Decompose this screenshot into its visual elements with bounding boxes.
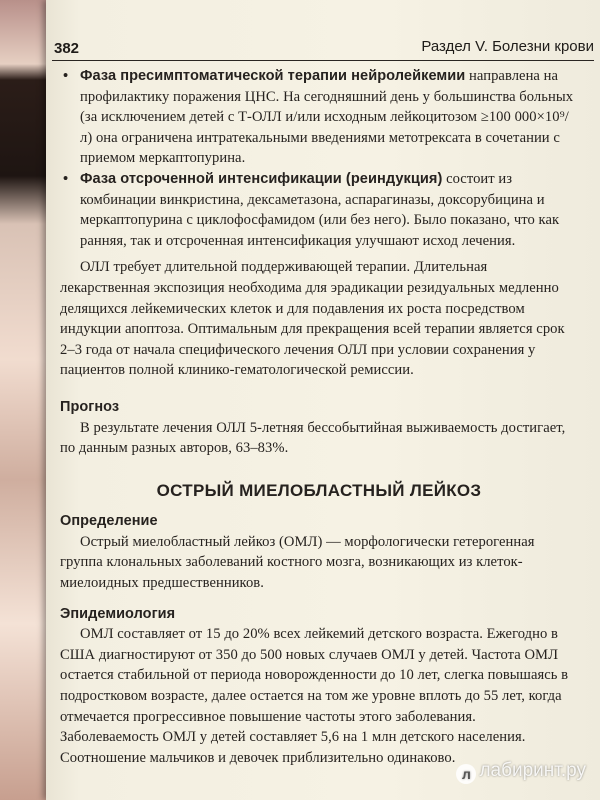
bullet-text: состоит из комбинации винкристина, дексаметазона, аспарагиназы, доксорубицина и меркаптопурина с циклофосфамидом (или без него). Было показано, что как ранняя, так и отсроченная интенсификация улучшают исход лечения. xyxy=(80,170,560,249)
section-title: ОСТРЫЙ МИЕЛОБЛАСТНЫЙ ЛЕЙКОЗ xyxy=(156,480,482,500)
book-edge xyxy=(0,0,48,800)
prognosis-text: В результате лечения ОЛЛ 5-летняя бессобытийная выживаемость достигает, по данным разных авторов, 63–83%. xyxy=(60,419,566,457)
definition-text: Острый миелобластный лейкоз (ОМЛ) — морфологически гетерогенная группа клональных заболеваний костного мозга, возникающих из клеток-миелоидных предшественников. xyxy=(60,533,535,592)
maintenance-paragraph: ОЛЛ требует длительной поддерживающей терапии. Длительная лекарственная экспозиция необходима для эрадикации резидуальных медленно делящихся лейкемических клеток и для подавления их роста посредством индукции апоптоза. Оптимальным для прекращения всей терапии является срок 2–3 года от начала специфического лечения ОЛЛ при условии сохранения у пациентов полной клинико-гематологической ремиссии. xyxy=(60,259,565,379)
epidemiology-heading: Эпидемиология xyxy=(60,605,176,622)
page-number: 382 xyxy=(54,40,80,57)
prognosis-heading: Прогноз xyxy=(60,398,120,415)
bullet-icon: • xyxy=(63,170,69,187)
labirint-logo-icon: л xyxy=(456,764,476,784)
page-content xyxy=(60,66,578,768)
bullet-item xyxy=(60,169,578,251)
page-header xyxy=(52,40,594,61)
bullet-text: направлена на профилактику поражения ЦНС. На сегодняшний день у большинства больных (за исключением детей с Т-ОЛЛ и/или исходным лейкоцитозом ≥100 000×10⁹/л) она ограничена интратекальными введениями метотрексата в сочетании с приемом меркаптопурина. xyxy=(80,68,574,167)
bullet-lead: Фаза отсроченной интенсификации (реиндукция) xyxy=(80,170,443,187)
definition-heading: Определение xyxy=(60,513,158,530)
bullet-item xyxy=(60,66,578,169)
running-head: Раздел V. Болезни крови xyxy=(421,38,594,55)
watermark-text: лабиринт.ру xyxy=(479,760,586,781)
watermark xyxy=(456,760,586,784)
epidemiology-text: ОМЛ составляет от 15 до 20% всех лейкемий детского возраста. Ежегодно в США диагностируют от 350 до 500 новых случаев ОМЛ у детей. Частота ОМЛ остается стабильной от периода новорожденности до 10 лет, слегка повышаясь в подростковом возрасте, далее остается на том же уровне вплоть до 55 лет, когда отмечается прогрессивное повышение частоты этого заболевания. Заболеваемость ОМЛ у детей составляет 5,6 на 1 млн детского населения. Соотношение мальчиков и девочек приблизительно одинаково. xyxy=(60,626,569,766)
bullet-icon: • xyxy=(63,68,69,84)
bullet-lead: Фаза пресимптоматической терапии нейролейкемии xyxy=(80,68,466,84)
